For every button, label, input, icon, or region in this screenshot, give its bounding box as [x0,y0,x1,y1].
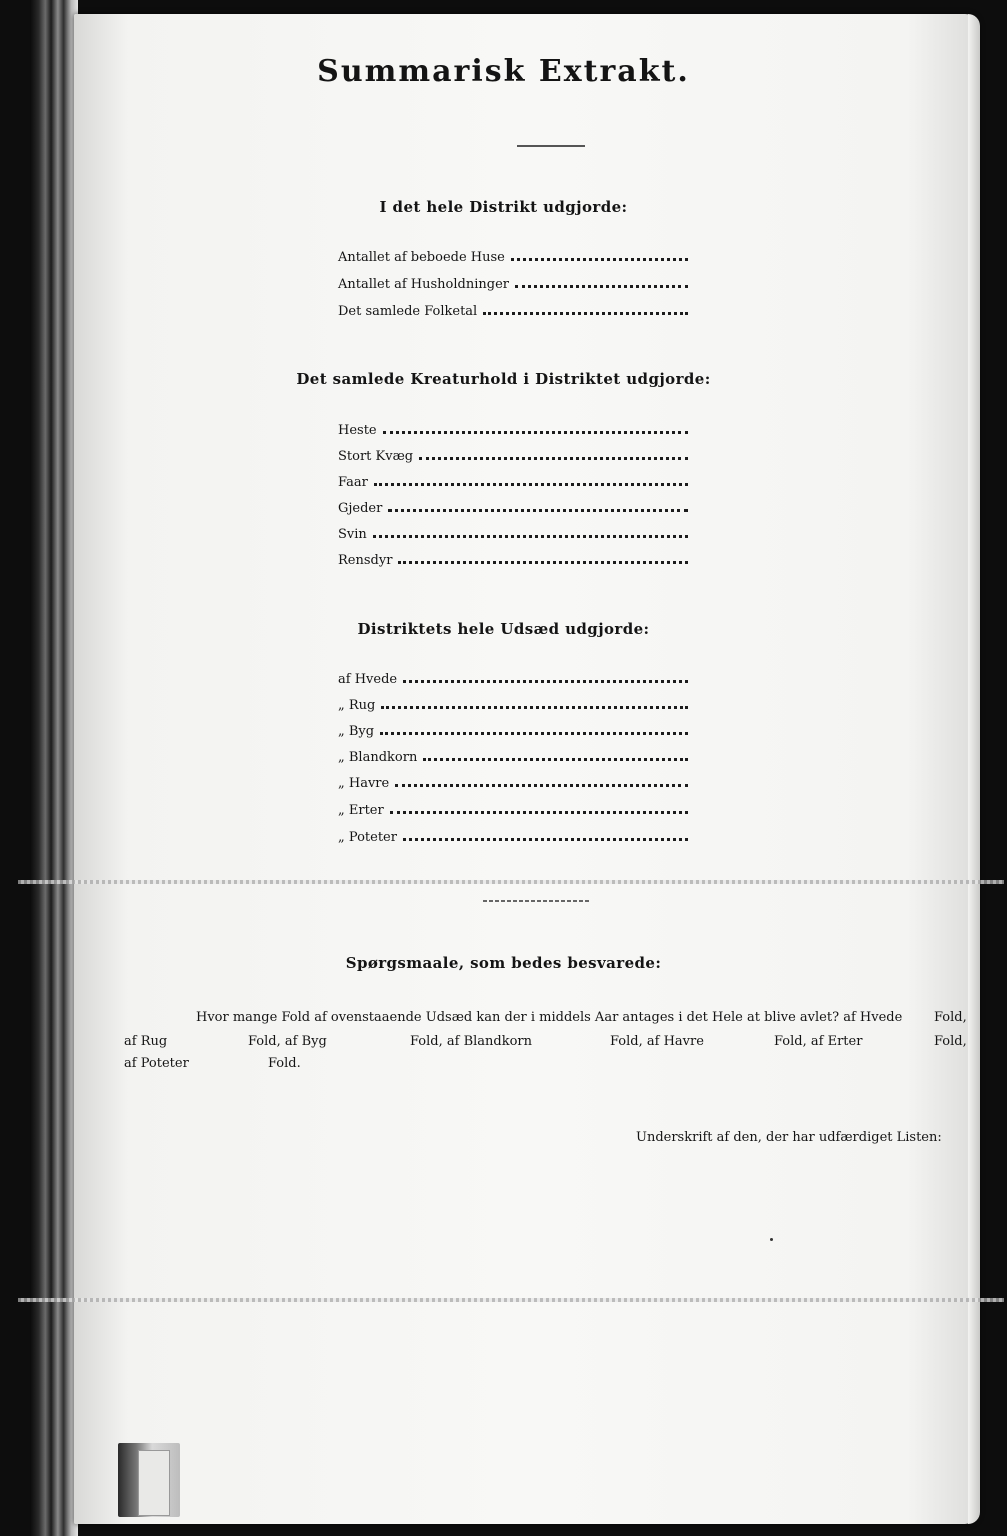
book-binding [30,0,78,1536]
row-label: „ Havre [338,776,390,791]
dotted-leader [381,696,688,709]
form-row [338,696,688,716]
form-row [338,525,688,545]
question-text: Fold, af Byg [248,1034,327,1049]
question-text: Fold, af Blandkorn [410,1034,533,1049]
section-heading-seed: Distriktets hele Udsæd udgjorde: [357,620,650,638]
question-text: Fold, af Erter [774,1034,863,1049]
form-row [338,275,688,295]
form-row [338,248,688,268]
question-text: Hvor mange Fold af ovenstaaende Udsæd kan der i middels Aar antages i det Hele at blive avlet? af Hvede [196,1010,903,1025]
signature-label: Underskrift af den, der har udfærdiget Listen: [636,1130,942,1145]
section-divider [483,900,591,902]
dotted-leader [395,774,688,787]
form-row [338,828,688,848]
row-label: „ Byg [338,724,375,739]
row-label: Heste [338,423,377,438]
form-row [338,774,688,794]
form-row [338,551,688,571]
dotted-leader [373,525,688,538]
form-row [338,670,688,690]
row-label: Gjeder [338,501,383,516]
question-text: af Poteter [124,1056,189,1071]
dotted-leader [419,447,688,460]
dotted-leader [423,748,688,761]
form-row [338,302,688,322]
row-label: „ Erter [338,803,384,818]
dotted-leader [374,473,688,486]
title-rule [517,145,585,147]
dotted-leader [403,670,688,683]
row-label: af Hvede [338,672,398,687]
form-row [338,421,688,441]
dotted-leader [403,828,688,841]
dotted-leader [383,421,688,434]
row-label: Antallet af beboede Huse [338,250,505,265]
fold-label: Fold. [268,1056,301,1071]
row-label: Faar [338,475,368,490]
ink-speck [770,1238,773,1241]
question-text: Fold, af Havre [610,1034,704,1049]
row-label: Det samlede Folketal [338,304,478,319]
page-fold-line [18,880,1004,884]
form-row [338,748,688,768]
row-label: Svin [338,527,367,542]
dotted-leader [511,248,688,261]
dotted-leader [398,551,688,564]
form-row [338,473,688,493]
row-label: Antallet af Husholdninger [338,277,509,292]
form-title: Summarisk Extrakt. [317,54,690,89]
page-fold-line [18,1298,1004,1302]
form-row [338,801,688,821]
questions-heading: Spørgsmaale, som bedes besvarede: [345,954,662,972]
dotted-leader [388,499,688,512]
dotted-leader [390,801,688,814]
fold-label: Fold, [934,1034,967,1049]
form-row [338,722,688,742]
dotted-leader [515,275,688,288]
row-label: „ Blandkorn [338,750,418,765]
dotted-leader [380,722,688,735]
question-text: af Rug [124,1034,168,1049]
row-label: „ Rug [338,698,376,713]
fold-label: Fold, [934,1010,967,1025]
section-heading-district: I det hele Distrikt udgjorde: [379,198,628,216]
row-label: Stort Kvæg [338,449,414,464]
page-tab-inner [138,1450,170,1516]
row-label: „ Poteter [338,830,397,845]
row-label: Rensdyr [338,553,393,568]
dotted-leader [483,302,688,315]
form-row [338,447,688,467]
form-row [338,499,688,519]
section-heading-livestock: Det samlede Kreaturhold i Distriktet udgjorde: [296,370,711,388]
